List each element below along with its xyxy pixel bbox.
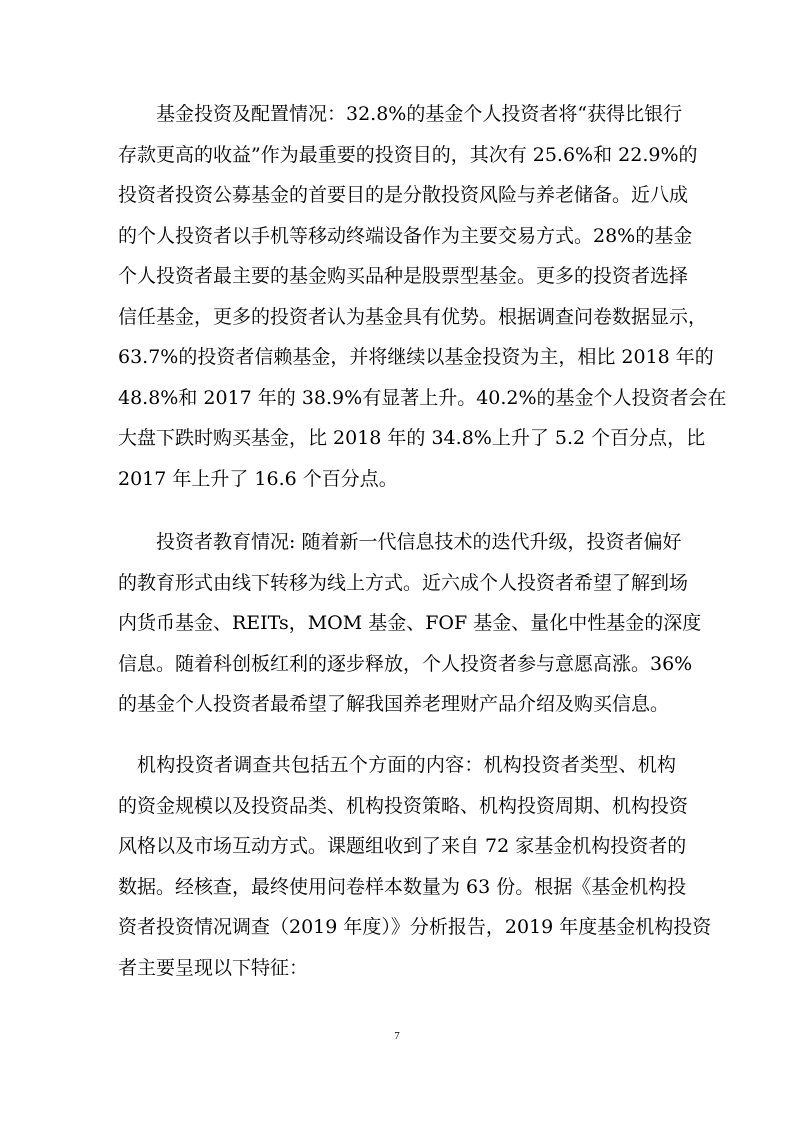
text-line: 投资者投资公募基金的首要目的是分散投资风险与养老储备。近八成 — [118, 184, 689, 206]
text-line: 存款更高的收益”作为最重要的投资目的，其次有 25.6%和 22.9%的 — [118, 143, 698, 166]
text-line: 者主要呈现以下特征： — [118, 956, 309, 979]
text-line: 的个人投资者以手机等移动终端设备作为主要交易方式。28%的基金 — [118, 224, 693, 247]
text-line: 的基金个人投资者最希望了解我国养老理财产品介绍及购买信息。 — [118, 693, 670, 715]
text-line: 投资者教育情况: 随着新一代信息技术的迭代升级，投资者偏好 — [156, 531, 682, 553]
page-number: 7 — [394, 1030, 400, 1042]
text-line: 信息。随着科创板红利的逐步释放，个人投资者参与意愿高涨。36% — [118, 652, 693, 675]
text-line: 63.7%的投资者信赖基金，并将继续以基金投资为主，相比 2018 年的 — [118, 346, 714, 368]
text-line: 的资金规模以及投资品类、机构投资策略、机构投资周期、机构投资 — [118, 794, 689, 817]
text-line: 机构投资者调查共包括五个方面的内容：机构投资者类型、机构 — [137, 754, 676, 776]
paragraph-fund-investment-allocation — [118, 94, 727, 499]
text-line: 信任基金，更多的投资者认为基金具有优势。根据调查问卷数据显示， — [118, 305, 708, 328]
text-line: 数据。经核查，最终使用问卷样本数量为 63 份。根据《基金机构投 — [118, 875, 687, 898]
text-line: 基金投资及配置情况：32.8%的基金个人投资者将“获得比银行 — [156, 103, 683, 125]
text-line: 48.8%和 2017 年的 38.9%有显著上升。40.2%的基金个人投资者会在 — [118, 386, 727, 409]
text-line: 资者投资情况调查（2019 年度）》分析报告，2019 年度基金机构投资 — [118, 916, 712, 938]
text-line: 2017 年上升了 16.6 个百分点。 — [118, 467, 398, 490]
paragraph-institutional-investors — [118, 745, 712, 988]
paragraph-investor-education — [118, 522, 702, 725]
text-line: 大盘下跌时购买基金，比 2018 年的 34.8%上升了 5.2 个百分点，比 — [118, 427, 706, 449]
text-line: 的教育形式由线下转移为线上方式。近六成个人投资者希望了解到场 — [118, 571, 689, 594]
text-line: 内货币基金、REITs，MOM 基金、FOF 基金、量化中性基金的深度 — [118, 612, 702, 634]
text-line: 个人投资者最主要的基金购买品种是股票型基金。更多的投资者选择 — [118, 265, 689, 287]
text-line: 风格以及市场互动方式。课题组收到了来自 72 家基金机构投资者的 — [118, 835, 687, 857]
